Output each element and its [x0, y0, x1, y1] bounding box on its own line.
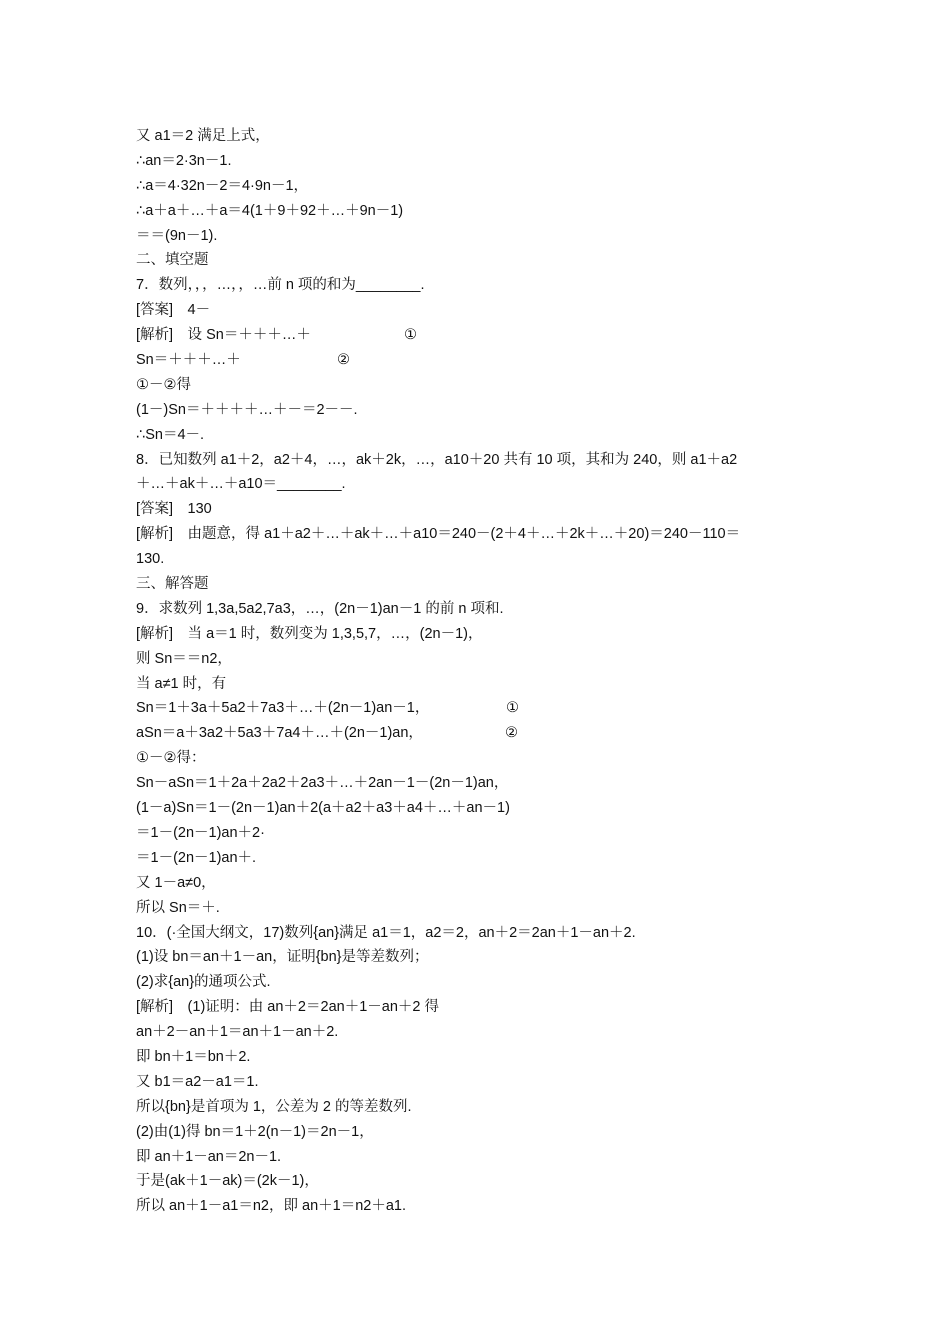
text-line: (2)求{an}的通项公式. — [136, 974, 271, 991]
section-heading: 三、解答题 — [136, 576, 209, 593]
text-line: 所以 Sn＝＋. — [136, 899, 220, 916]
analysis-line: [解析] 当 a＝1 时，数列变为 1,3,5,7，…，(2n－1)， — [136, 625, 483, 642]
line-text: aSn＝a＋3a2＋5a3＋7a4＋…＋(2n－1)an， — [136, 725, 423, 742]
text-line: ①－②得： — [136, 750, 206, 767]
text-line: an＋2－an＋1＝an＋1－an＋2. — [136, 1024, 339, 1041]
equation-marker-1: ① — [404, 327, 417, 344]
section-heading: 二、填空题 — [136, 252, 209, 269]
text-line: (1－)Sn＝＋＋＋＋…＋－＝2－－. — [136, 401, 358, 418]
analysis-line: [解析] (1)证明：由 an＋2＝2an＋1－an＋2 得 — [136, 999, 439, 1016]
analysis-line — [136, 323, 826, 348]
text-line: ＝1－(2n－1)an＋. — [136, 849, 257, 866]
text-line: ①－②得 — [136, 376, 191, 393]
equation-marker-2: ② — [505, 725, 518, 742]
question-10: 10．(·全国大纲文，17)数列{an}满足 a1＝1，a2＝2，an＋2＝2an＋1－an＋2. — [136, 924, 636, 941]
text-line: 又 a1＝2 满足上式， — [136, 128, 270, 144]
question-8: 8．已知数列 a1＋2，a2＋4，…，ak＋2k，…，a10＋20 共有 10 项，其和为 240，则 a1＋a2 — [136, 451, 738, 468]
text-line: ＝＝(9n－1). — [136, 227, 218, 244]
text-line — [136, 721, 826, 746]
answer-line: [答案] 130 — [136, 501, 212, 518]
text-line: ∴Sn＝4－. — [136, 426, 205, 443]
text-line: (2)由(1)得 bn＝1＋2(n－1)＝2n－1， — [136, 1123, 374, 1140]
document-page — [136, 124, 826, 1219]
question-9: 9．求数列 1,3a,5a2,7a3，…，(2n－1)an－1 的前 n 项和. — [136, 600, 504, 617]
text-line: 当 a≠1 时，有 — [136, 675, 227, 692]
text-line: 则 Sn＝＝n2， — [136, 650, 232, 667]
text-line: 所以 an＋1－a1＝n2，即 an＋1＝n2＋a1. — [136, 1198, 406, 1215]
line-text: Sn＝＋＋＋…＋ — [136, 352, 241, 369]
text-line: Sn－aSn＝1＋2a＋2a2＋2a3＋…＋2an－1－(2n－1)an， — [136, 775, 509, 792]
text-line: 即 bn＋1＝bn＋2. — [136, 1048, 251, 1065]
text-line: ∴a＝4·32n－2＝4·9n－1， — [136, 177, 309, 194]
equation-marker-1: ① — [506, 700, 519, 717]
line-text: [解析] 设 Sn＝＋＋＋…＋ — [136, 327, 311, 344]
text-line: (1－a)Sn＝1－(2n－1)an＋2(a＋a2＋a3＋a4＋…＋an－1) — [136, 800, 510, 817]
text-line: 又 1－a≠0， — [136, 874, 216, 891]
text-line: 于是(ak＋1－ak)＝(2k－1)， — [136, 1173, 319, 1190]
text-line: ＝1－(2n－1)an＋2· — [136, 824, 265, 841]
equation-marker-2: ② — [337, 352, 350, 369]
question-8-continued: ＋…＋ak＋…＋a10＝________. — [136, 476, 346, 493]
line-text: Sn＝1＋3a＋5a2＋7a3＋…＋(2n－1)an－1， — [136, 700, 430, 717]
text-line: (1)设 bn＝an＋1－an，证明{bn}是等差数列； — [136, 949, 429, 966]
text-line — [136, 696, 826, 721]
text-line: ∴an＝2·3n－1. — [136, 152, 232, 169]
question-7: 7．数列，，，…，，…前 n 项的和为________. — [136, 277, 425, 294]
text-line — [136, 348, 826, 373]
analysis-line: [解析] 由题意，得 a1＋a2＋…＋ak＋…＋a10＝240－(2＋4＋…＋2k＋…＋20)＝240－110＝ — [136, 526, 741, 543]
text-line: ∴a＋a＋…＋a＝4(1＋9＋92＋…＋9n－1) — [136, 202, 404, 219]
text-line: 即 an＋1－an＝2n－1. — [136, 1148, 282, 1165]
text-line: 130. — [136, 551, 165, 568]
answer-line: [答案] 4－ — [136, 302, 211, 319]
text-line: 又 b1＝a2－a1＝1. — [136, 1073, 259, 1090]
text-line: 所以{bn}是首项为 1，公差为 2 的等差数列. — [136, 1098, 412, 1115]
